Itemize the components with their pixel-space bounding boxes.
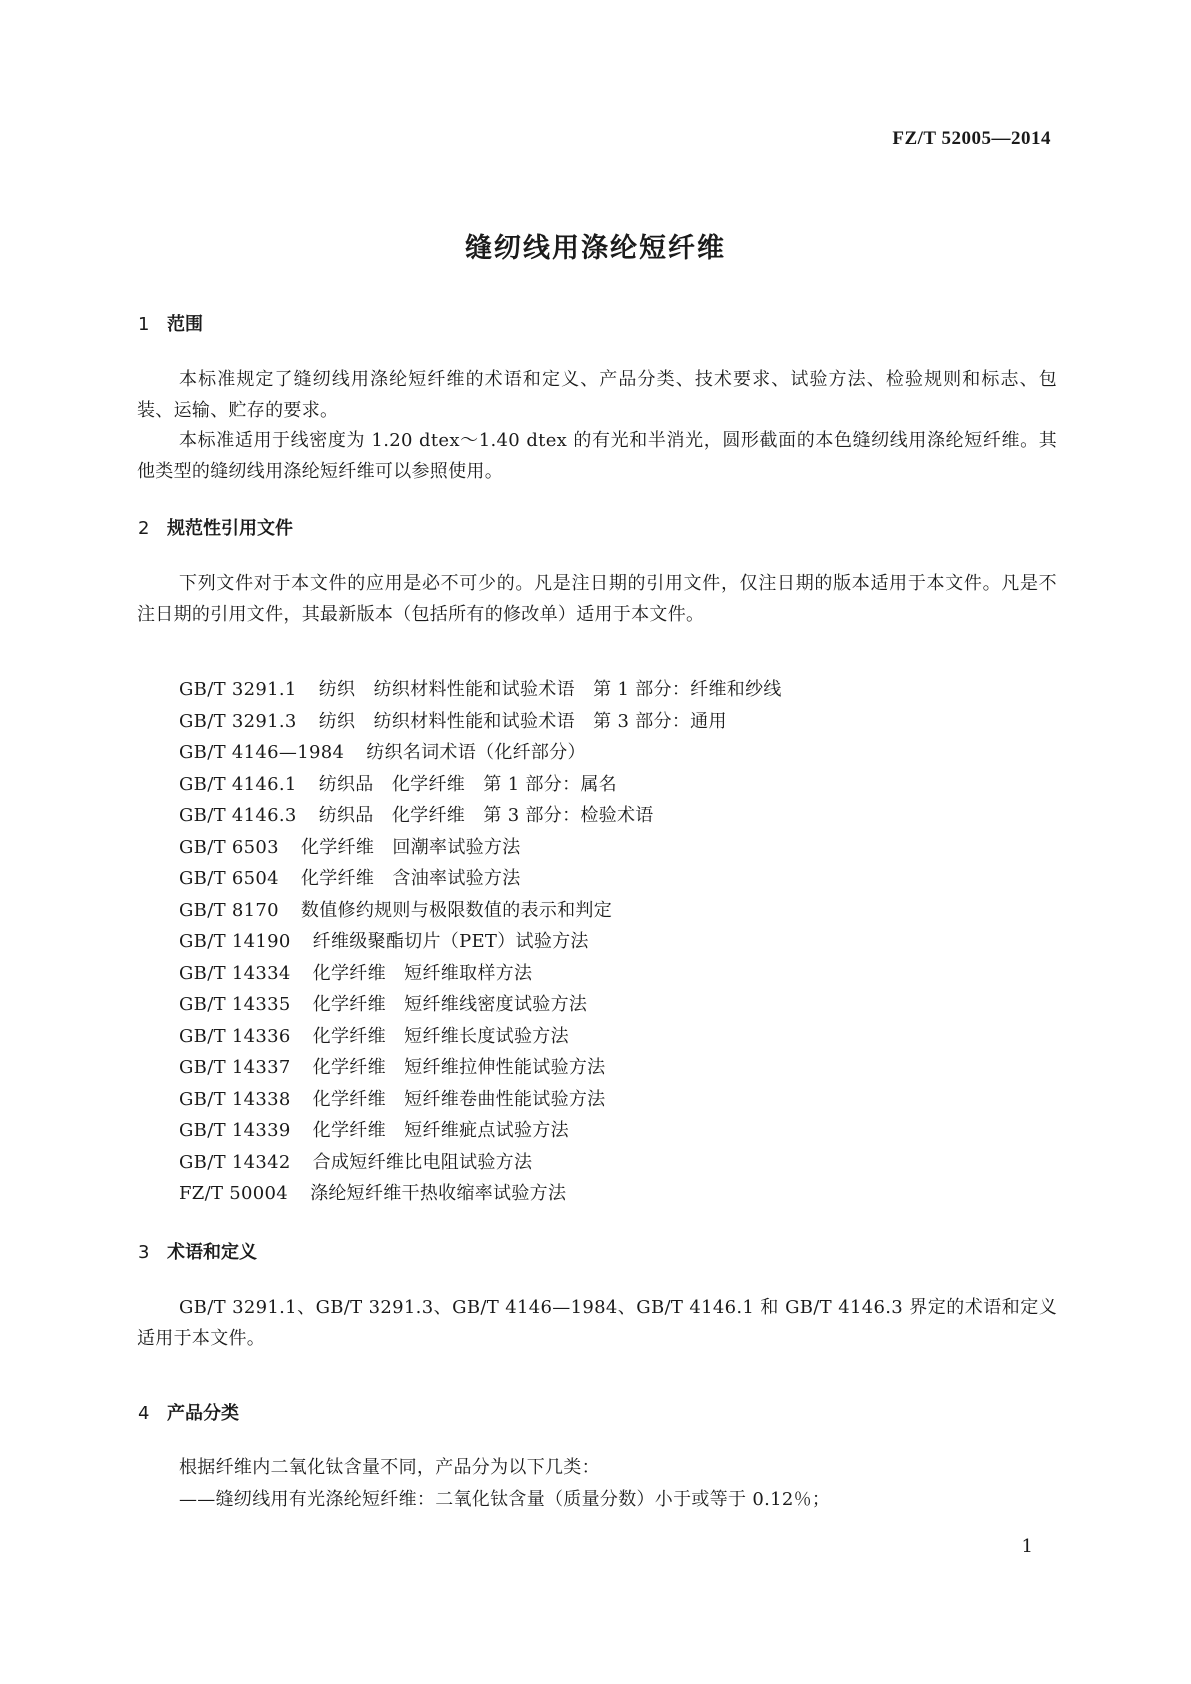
reference-code: GB/T 14338: [179, 1088, 291, 1110]
reference-code: GB/T 6504: [179, 868, 279, 889]
reference-title: 合成短纤维比电阻试验方法: [312, 1151, 533, 1173]
reference-list: [179, 674, 782, 1210]
reference-code: GB/T 4146—1984: [179, 742, 345, 763]
paragraph: 本标准规定了缝纫线用涤纶短纤维的术语和定义、产品分类、技术要求、试验方法、检验规则和标志、包装、运输、贮存的要求。: [137, 369, 1057, 421]
list-item: [179, 1115, 782, 1147]
paragraph: 根据纤维内二氧化钛含量不同，产品分为以下几类：: [179, 1457, 600, 1478]
reference-code: GB/T 4146.1: [179, 773, 297, 795]
reference-title: 数值修约规则与极限数值的表示和判定: [300, 899, 613, 921]
reference-code: GB/T 14335: [179, 994, 291, 1015]
section-heading-product-classification: [138, 1399, 239, 1425]
reference-code: FZ/T 50004: [179, 1183, 289, 1204]
reference-code: GB/T 6503: [179, 836, 279, 858]
list-item: [179, 863, 782, 895]
section-title: 术语和定义: [167, 1242, 257, 1263]
list-item: [179, 1084, 782, 1116]
reference-title: 纺织品 化学纤维 第 3 部分：检验术语: [318, 805, 654, 826]
paragraph: 本标准适用于线密度为 1.20 dtex～1.40 dtex 的有光和半消光，圆形截面的本色缝纫线用涤纶短纤维。其他类型的缝纫线用涤纶短纤维可以参照使用。: [137, 430, 1057, 482]
reference-title: 纺织品 化学纤维 第 1 部分：属名: [318, 773, 617, 795]
list-item: [179, 1178, 782, 1210]
section-heading-terms-and-definitions: [138, 1238, 257, 1264]
reference-title: 纺织 纺织材料性能和试验术语 第 1 部分：纤维和纱线: [318, 679, 782, 700]
list-item: [179, 926, 782, 958]
reference-code: GB/T 14339: [179, 1120, 291, 1141]
reference-code: GB/T 14342: [179, 1151, 291, 1173]
list-item: [179, 737, 782, 769]
reference-code: GB/T 3291.1: [179, 679, 297, 700]
section-heading-scope: [138, 310, 203, 336]
list-item: [179, 895, 782, 927]
list-item: [179, 769, 782, 801]
list-item: [179, 1147, 782, 1179]
reference-title: 化学纤维 短纤维疵点试验方法: [312, 1120, 569, 1141]
list-item: [179, 958, 782, 990]
section-heading-normative-references: [138, 514, 293, 540]
paragraph: GB/T 3291.1、GB/T 3291.3、GB/T 4146—1984、GB/T 4146.1 和 GB/T 4146.3 界定的术语和定义适用于本文件。: [137, 1297, 1057, 1349]
reference-code: GB/T 14337: [179, 1057, 291, 1078]
reference-code: GB/T 14334: [179, 962, 291, 984]
list-item: [179, 1052, 782, 1084]
paragraph: 下列文件对于本文件的应用是必不可少的。凡是注日期的引用文件，仅注日期的版本适用于本文件。凡是不注日期的引用文件，其最新版本（包括所有的修改单）适用于本文件。: [137, 573, 1057, 625]
reference-title: 化学纤维 回潮率试验方法: [300, 836, 521, 858]
section-title: 规范性引用文件: [167, 518, 293, 539]
reference-title: 化学纤维 含油率试验方法: [300, 868, 521, 889]
section-number: 1: [138, 314, 150, 335]
section-title: 产品分类: [167, 1403, 239, 1424]
reference-title: 纺织 纺织材料性能和试验术语 第 3 部分：通用: [318, 710, 727, 732]
section-number: 2: [138, 518, 150, 539]
reference-title: 化学纤维 短纤维取样方法: [312, 962, 533, 984]
list-item: [179, 1021, 782, 1053]
page-number: 1: [1021, 1536, 1033, 1557]
list-item: [179, 674, 782, 706]
list-item: ——缝纫线用有光涤纶短纤维：二氧化钛含量（质量分数）小于或等于 0.12％；: [179, 1489, 831, 1510]
reference-code: GB/T 14190: [179, 931, 291, 952]
reference-code: GB/T 4146.3: [179, 805, 297, 826]
reference-title: 涤纶短纤维干热收缩率试验方法: [310, 1183, 567, 1204]
document-title: 缝纫线用涤纶短纤维: [465, 233, 726, 264]
standard-code: FZ/T 52005—2014: [892, 128, 1051, 149]
reference-title: 化学纤维 短纤维长度试验方法: [312, 1025, 569, 1047]
list-item: [179, 706, 782, 738]
reference-title: 纤维级聚酯切片（PET）试验方法: [312, 931, 589, 952]
section-number: 3: [138, 1242, 150, 1263]
reference-title: 纺织名词术语（化纤部分）: [366, 742, 586, 763]
section-number: 4: [138, 1403, 150, 1424]
list-item: [179, 832, 782, 864]
section-title: 范围: [167, 314, 203, 335]
list-item: [179, 989, 782, 1021]
reference-title: 化学纤维 短纤维拉伸性能试验方法: [312, 1057, 606, 1078]
reference-code: GB/T 14336: [179, 1025, 291, 1047]
reference-code: GB/T 3291.3: [179, 710, 297, 732]
reference-title: 化学纤维 短纤维卷曲性能试验方法: [312, 1088, 606, 1110]
reference-title: 化学纤维 短纤维线密度试验方法: [312, 994, 588, 1015]
list-item: [179, 800, 782, 832]
reference-code: GB/T 8170: [179, 899, 279, 921]
